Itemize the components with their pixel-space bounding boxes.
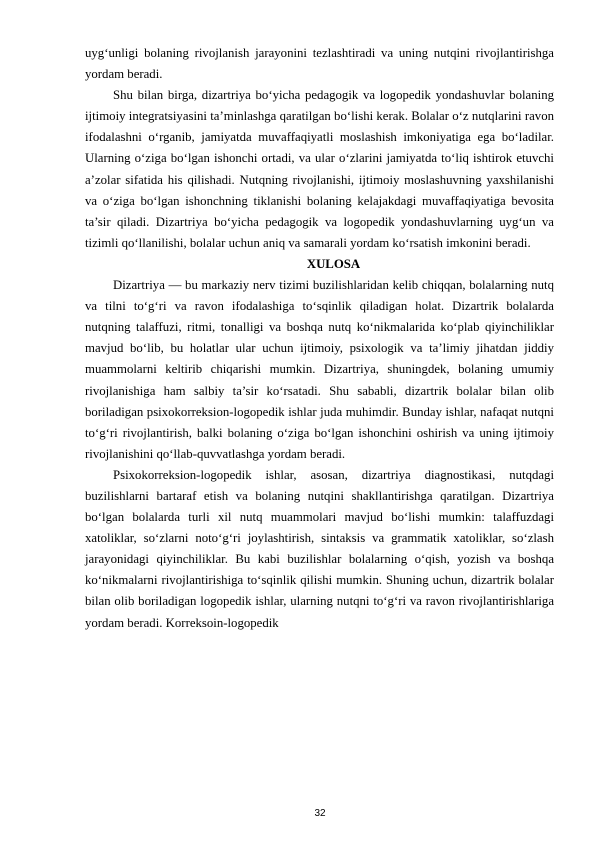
body-paragraph: Dizartriya — bu markaziy nerv tizimi buzilishlaridan kelib chiqqan, bolalarning nutq va tilni to‘g‘ri va ravon ifodalashiga to‘sqinlik qiladigan holat. Dizartrik bolalarda nutqning talaffuzi, ritmi, tonalligi va boshqa nutq ko‘nikmalarida ko‘plab qiyinchiliklar mavjud bo‘lib, bu holatlar ular uchun ijtimoiy, psixologik va ta’limiy jihatdan jiddiy muammolarni keltirib chiqarishi mumkin. Dizartriya, shuningdek, bolaning umumiy rivojlanishiga ham salbiy ta’sir ko‘rsatadi. Shu sababli, dizartrik bolalar bilan olib boriladigan psixokorreksion-logopedik ishlar juda muhimdir. Bunday ishlar, nafaqat nutqni to‘g‘ri rivojlantirish, balki bolaning o‘ziga bo‘lgan ishonchini oshirish va uning ijtimoiy rivojlanishini qo‘llab-quvvatlashga yordam beradi. [85,278,554,461]
body-paragraph: uyg‘unligi bolaning rivojlanish jarayonini tezlashtiradi va uning nutqini rivojlantirishga yordam beradi. [85,46,554,82]
body-paragraph: Psixokorreksion-logopedik ishlar, asosan, dizartriya diagnostikasi, nutqdagi buzilishlarni bartaraf etish va bolaning nutqini shakllantirishga qaratilgan. Dizartriya bo‘lgan bolalarda turli xil nutq muammolari mavjud bo‘lishi mumkin: talaffuzdagi xatoliklar, so‘zlarni noto‘g‘ri joylashtirish, sintaksis va grammatik xatoliklar, so‘zlash jarayonidagi qiyinchiliklar. Bu kabi buzilishlar bolalarning o‘qish, yozish va boshqa ko‘nikmalarni rivojlantirishiga to‘sqinlik qilishi mumkin. Shuning uchun, dizartrik bolalar bilan olib boriladigan logopedik ishlar, ularning nutqni to‘g‘ri va ravon rivojlantirishlariga yordam beradi. Korreksoin-logopedik [85,467,554,630]
page-number: 32 [314,808,326,819]
body-paragraph: Shu bilan birga, dizartriya bo‘yicha pedagogik va logopedik yondashuvlar bolaning ijtimoiy integratsiyasini ta’minlashga qaratilgan bo‘lishi kerak. Bolalar o‘z nutqlarini ravon ifodalashni o‘rganib, jamiyatda muvaffaqiyatli moslashish imkoniyatiga ega bo‘ladilar. Ularning o‘ziga bo‘lgan ishonchi ortadi, va ular o‘zlarini jamiyatda to‘liq ishtirok etuvchi a’zolar sifatida his qilishadi. Nutqning rivojlanishi, ijtimoiy moslashuvning yaxshilanishi va o‘ziga bo‘lgan ishonchning tiklanishi bolaning kelajakdagi muvaffaqiyatiga bevosita ta’sir qiladi. Dizartriya bo‘yicha pedagogik va logopedik yondashuvlarning uyg‘un va tizimli qo‘llanilishi, bolalar uchun aniq va samarali yordam ko‘rsatish imkonini beradi. [85,88,554,250]
document-page [85,43,554,634]
section-heading: XULOSA [306,256,361,271]
